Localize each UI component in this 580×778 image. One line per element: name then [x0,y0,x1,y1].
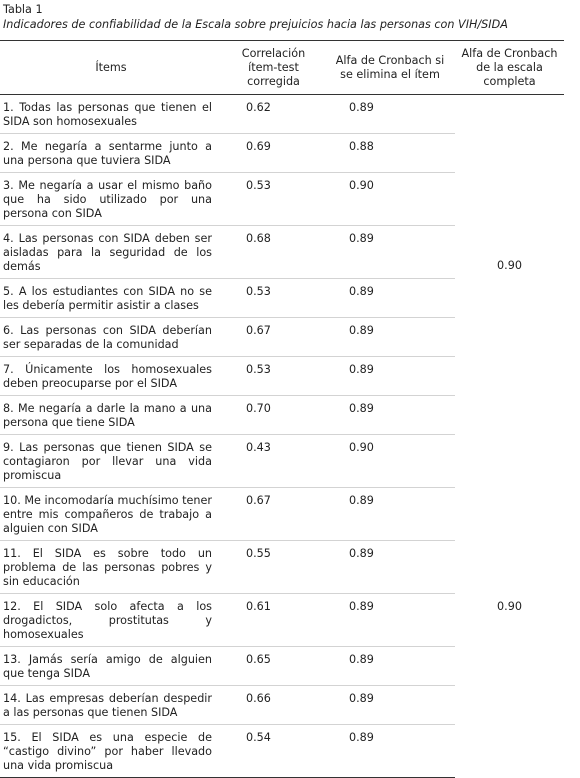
item-corr: 0.62 [222,95,325,134]
item-alpha: 0.89 [325,357,455,396]
table-title: Indicadores de confiabilidad de la Escala sobre prejuicios hacia las personas con VIH/SIDA [3,18,508,31]
header-alpha-full: Alfa de Cronbach de la escala completa [455,41,564,95]
item-alpha: 0.90 [325,435,455,488]
item-alpha: 0.89 [325,95,455,134]
table-row [0,435,564,488]
item-corr: 0.69 [222,134,325,173]
header-row [0,41,564,95]
item-text: 7. Únicamente los homosexuales deben preocuparse por el SIDA [0,357,222,396]
item-corr: 0.53 [222,357,325,396]
item-corr: 0.43 [222,435,325,488]
item-text: 9. Las personas que tienen SIDA se contagiaron por llevar una vida promiscua [0,435,222,488]
item-corr: 0.54 [222,725,325,778]
item-text: 1. Todas las personas que tienen el SIDA son homosexuales [0,95,222,134]
item-alpha: 0.89 [325,686,455,725]
item-text: 14. Las empresas deberían despedir a las personas que tienen SIDA [0,686,222,725]
item-corr: 0.61 [222,594,325,647]
scale-alpha-group-1: 0.90 [497,258,522,272]
item-text: 4. Las personas con SIDA deben ser aisladas para la seguridad de los demás [0,226,222,279]
item-alpha: 0.89 [325,318,455,357]
item-alpha: 0.89 [325,226,455,279]
table-row [0,95,564,134]
item-text: 2. Me negaría a sentarme junto a una persona que tuviera SIDA [0,134,222,173]
item-corr: 0.70 [222,396,325,435]
header-items: Ítems [0,41,222,95]
item-alpha: 0.89 [325,541,455,594]
item-alpha: 0.89 [325,396,455,435]
item-text: 15. El SIDA es una especie de “castigo divino” por haber llevado una vida promiscua [0,725,222,778]
item-corr: 0.67 [222,488,325,541]
item-alpha: 0.89 [325,488,455,541]
scale-alpha-group-2: 0.90 [497,600,522,613]
item-corr: 0.68 [222,226,325,279]
item-text: 10. Me incomodaría muchísimo tener entre mis compañeros de trabajo a alguien con SIDA [0,488,222,541]
item-corr: 0.66 [222,686,325,725]
item-corr: 0.65 [222,647,325,686]
table-caption [3,2,577,32]
item-text: 3. Me negaría a usar el mismo baño que ha sido utilizado por una persona con SIDA [0,173,222,226]
reliability-table [0,40,564,778]
header-corr: Correlación ítem-test corregida [222,41,325,95]
header-alpha-removed: Alfa de Cronbach si se elimina el ítem [325,41,455,95]
item-alpha: 0.88 [325,134,455,173]
item-alpha: 0.89 [325,725,455,778]
item-corr: 0.67 [222,318,325,357]
item-alpha: 0.89 [325,647,455,686]
item-alpha: 0.89 [325,594,455,647]
item-text: 8. Me negaría a darle la mano a una persona que tiene SIDA [0,396,222,435]
item-text: 5. A los estudiantes con SIDA no se les debería permitir asistir a clases [0,279,222,318]
item-text: 6. Las personas con SIDA deberían ser separadas de la comunidad [0,318,222,357]
item-alpha: 0.90 [325,173,455,226]
table-number: Tabla 1 [3,3,43,16]
item-corr: 0.53 [222,279,325,318]
item-text: 11. El SIDA es sobre todo un problema de las personas pobres y sin educación [0,541,222,594]
item-text: 12. El SIDA solo afecta a los drogadictos, prostitutas y homosexuales [0,594,222,647]
item-corr: 0.53 [222,173,325,226]
item-alpha: 0.89 [325,279,455,318]
item-text: 13. Jamás sería amigo de alguien que tenga SIDA [0,647,222,686]
item-corr: 0.55 [222,541,325,594]
